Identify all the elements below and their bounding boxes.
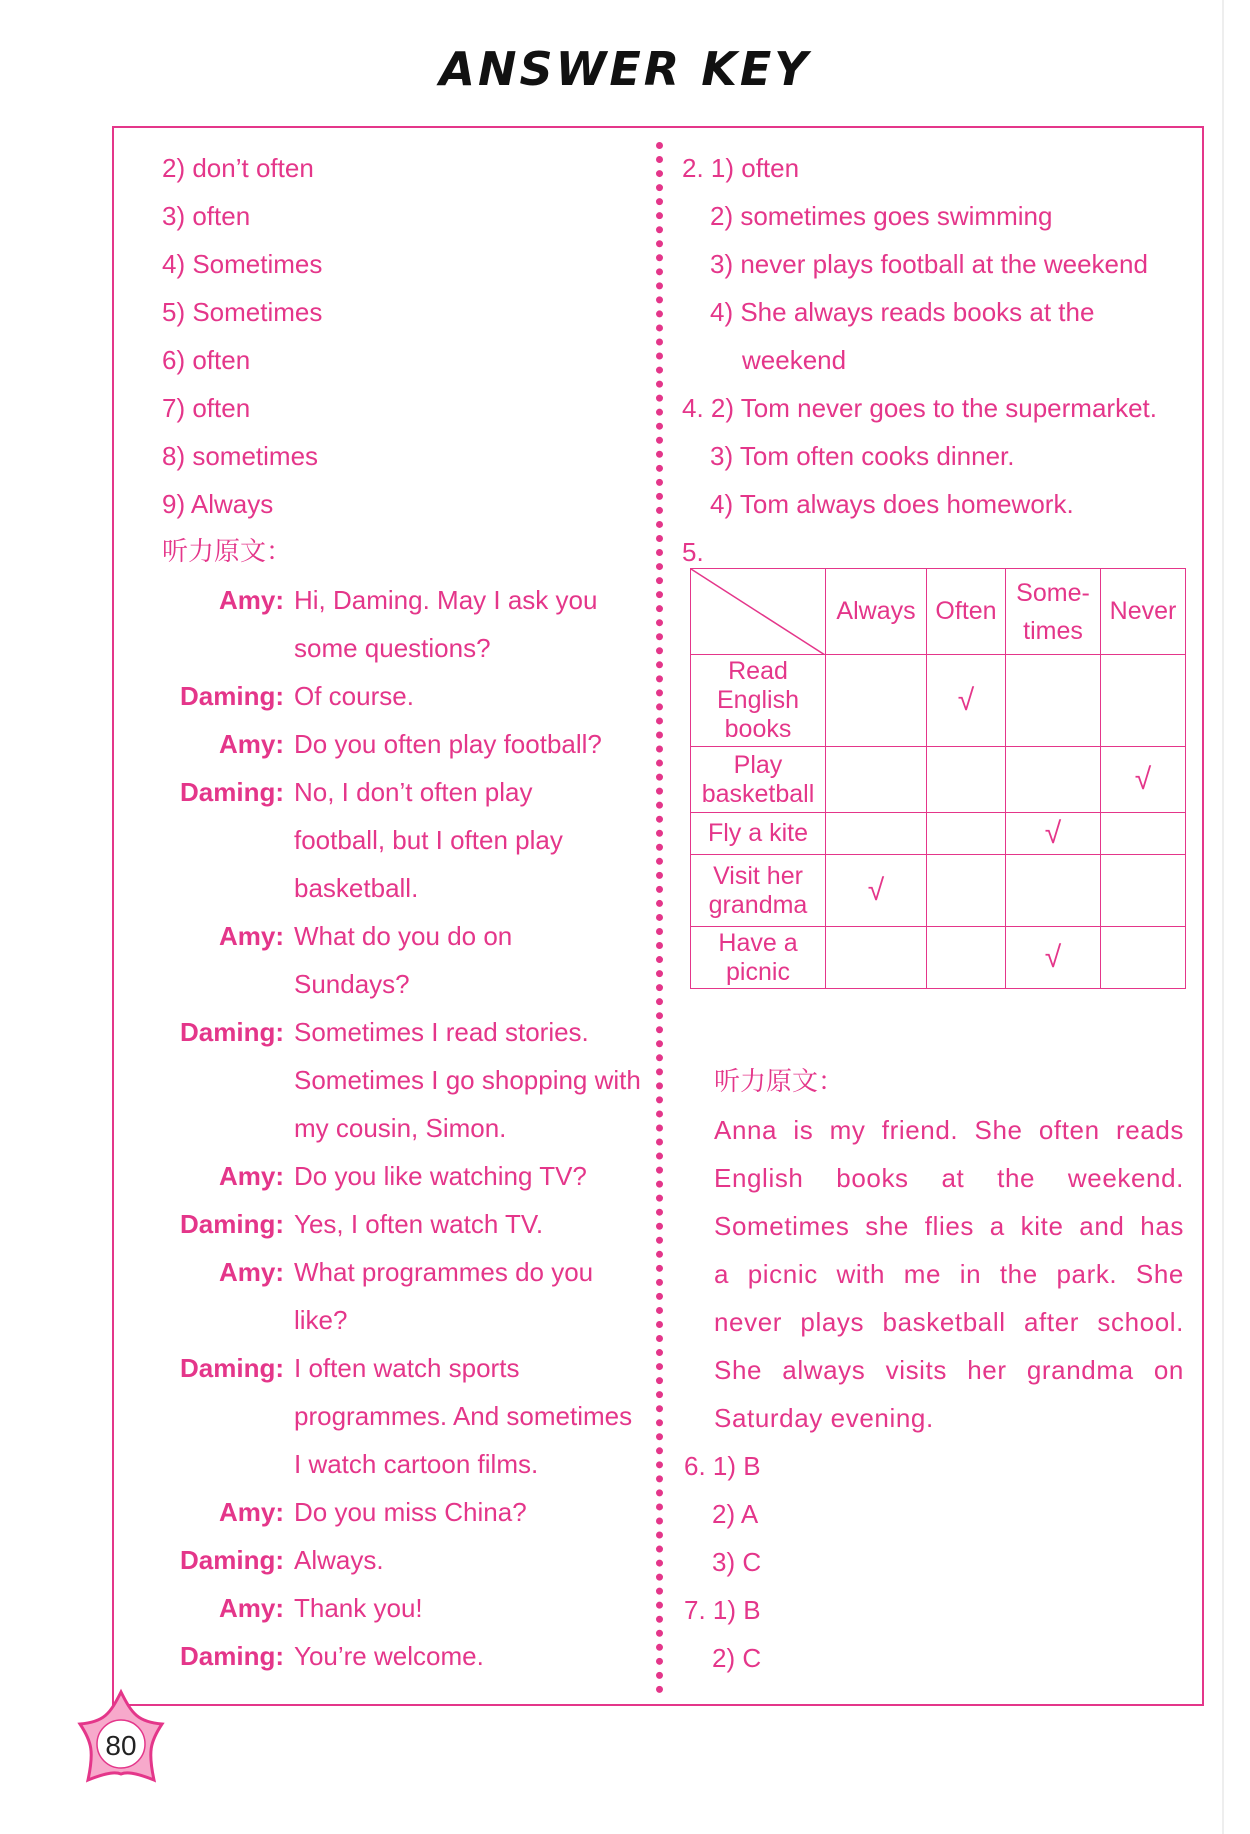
answer-line: 3) never plays football at the weekend	[710, 249, 1148, 279]
speaker-name: Amy:	[218, 1161, 284, 1191]
dialogue-line	[162, 576, 642, 624]
answer-line: 9) Always	[162, 489, 274, 519]
transcript-paragraph	[714, 1106, 1184, 1442]
dialogue-text: I often watch sports	[294, 1353, 520, 1383]
dialogue-text: Sometimes I go shopping with	[294, 1065, 641, 1095]
dialogue-line	[162, 1344, 642, 1392]
answer-line: 4) Sometimes	[162, 249, 323, 279]
dialogue-text: I watch cartoon films.	[294, 1449, 539, 1479]
tick-cell	[826, 655, 927, 747]
dialogue-line	[162, 912, 642, 960]
page-edge	[1222, 0, 1224, 1834]
dialogue-line	[162, 768, 642, 816]
dialogue-text: What do you do on	[294, 921, 513, 951]
column-header: Never	[1101, 569, 1186, 655]
dialogue-text: some questions?	[294, 633, 491, 663]
tick-cell	[1101, 855, 1186, 927]
tick-cell: √	[826, 855, 927, 927]
table-body	[691, 655, 1186, 989]
page-title: ANSWER KEY	[439, 42, 811, 96]
speaker-name: Amy:	[218, 585, 284, 615]
answer-line: 2) sometimes goes swimming	[710, 201, 1053, 231]
dialogue-line	[162, 672, 642, 720]
dialogue-line	[162, 1536, 642, 1584]
dialogue-text: football, but I often play	[294, 825, 563, 855]
speaker-name: Daming:	[180, 1641, 284, 1671]
tick-cell	[927, 813, 1006, 855]
transcript-line: She always visits her grandma on	[714, 1355, 1184, 1385]
transcript-line: English books at the weekend.	[714, 1163, 1184, 1193]
column-divider	[656, 142, 663, 1694]
answer-line: 2. 1) often	[682, 153, 800, 183]
tick-cell	[927, 855, 1006, 927]
speaker-name: Daming:	[180, 1209, 284, 1239]
answer-line: 7) often	[162, 393, 251, 423]
answer-line: 7. 1) B	[684, 1595, 761, 1625]
dialogue-line	[162, 1392, 642, 1440]
dialogue-text: Of course.	[294, 681, 414, 711]
dialogue	[162, 576, 642, 1680]
dialogue-text: Hi, Daming. May I ask you	[294, 585, 598, 615]
dialogue-line	[162, 1488, 642, 1536]
dialogue-line	[162, 864, 642, 912]
table-row	[691, 927, 1186, 989]
tick-cell	[927, 747, 1006, 813]
answer-line: 5) Sometimes	[162, 297, 323, 327]
dialogue-line	[162, 1632, 642, 1680]
transcript-line: Saturday evening.	[714, 1403, 934, 1433]
right-column	[682, 144, 1192, 576]
table-row	[691, 813, 1186, 855]
transcript-heading: 听力原文：	[162, 537, 293, 567]
dialogue-text: You’re welcome.	[294, 1641, 484, 1671]
table-corner-cell	[691, 569, 826, 655]
dialogue-text: What programmes do you	[294, 1257, 594, 1287]
speaker-name: Amy:	[218, 1593, 284, 1623]
dialogue-text: Always.	[294, 1545, 384, 1575]
table-row	[691, 747, 1186, 813]
answer-line: 4) She always reads books at the	[710, 297, 1095, 327]
dialogue-text: Sundays?	[294, 969, 410, 999]
dialogue-line	[162, 1008, 642, 1056]
speaker-name: Daming:	[180, 1353, 284, 1383]
transcript-heading: 听力原文：	[714, 1067, 845, 1097]
tick-cell	[1006, 655, 1101, 747]
dialogue-line	[162, 1440, 642, 1488]
dialogue-line	[162, 1248, 642, 1296]
column-header: Some- times	[1006, 569, 1101, 655]
table-row	[691, 655, 1186, 747]
speaker-name: Daming:	[180, 777, 284, 807]
tick-cell	[826, 927, 927, 989]
dialogue-text: Do you miss China?	[294, 1497, 527, 1527]
tick-cell: √	[1101, 747, 1186, 813]
tick-cell	[927, 927, 1006, 989]
tick-cell	[826, 813, 927, 855]
table-row	[691, 855, 1186, 927]
dialogue-line	[162, 1104, 642, 1152]
transcript-line: Sometimes she flies a kite and has	[714, 1211, 1184, 1241]
speaker-name: Amy:	[218, 1497, 284, 1527]
activity-cell: Have a picnic	[691, 927, 826, 989]
dialogue-line	[162, 1296, 642, 1344]
dialogue-line	[162, 960, 642, 1008]
answer-line: 3) C	[712, 1547, 762, 1577]
dialogue-line	[162, 720, 642, 768]
answer-line: 6. 1) B	[684, 1451, 761, 1481]
dialogue-text: Do you like watching TV?	[294, 1161, 587, 1191]
dialogue-text: Thank you!	[294, 1593, 423, 1623]
diagonal-line	[691, 569, 825, 655]
answer-line: 2) A	[712, 1499, 759, 1529]
answer-line: weekend	[742, 345, 847, 375]
activity-cell: Fly a kite	[691, 813, 826, 855]
page-number: 80	[105, 1730, 137, 1761]
speaker-name: Daming:	[180, 681, 284, 711]
tick-cell	[1101, 927, 1186, 989]
dialogue-text: Sometimes I read stories.	[294, 1017, 589, 1047]
tick-cell	[1006, 747, 1101, 813]
speaker-name: Amy:	[218, 729, 284, 759]
answer-line: 3) often	[162, 201, 251, 231]
activity-cell: Visit her grandma	[691, 855, 826, 927]
activity-cell: Read English books	[691, 655, 826, 747]
frequency-table	[690, 568, 1186, 989]
column-header: Always	[826, 569, 927, 655]
tick-cell: √	[1006, 927, 1101, 989]
dialogue-text: Yes, I often watch TV.	[294, 1209, 544, 1239]
table-header-row	[691, 569, 1186, 655]
dialogue-line	[162, 1584, 642, 1632]
answer-line: 2) don’t often	[162, 153, 314, 183]
dialogue-text: No, I don’t often play	[294, 777, 533, 807]
dialogue-text: basketball.	[294, 873, 419, 903]
tick-cell: √	[1006, 813, 1101, 855]
column-header: Often	[927, 569, 1006, 655]
transcript-line: Anna is my friend. She often reads	[714, 1115, 1184, 1145]
dialogue-line	[162, 1056, 642, 1104]
answer-line: 2) C	[712, 1643, 762, 1673]
transcript-line: never plays basketball after school.	[714, 1307, 1184, 1337]
tick-cell	[1101, 655, 1186, 747]
speaker-name: Daming:	[180, 1545, 284, 1575]
answer-line: 3) Tom often cooks dinner.	[710, 441, 1015, 471]
activity-cell: Play basketball	[691, 747, 826, 813]
tick-cell	[1101, 813, 1186, 855]
question-label: 5.	[682, 537, 704, 567]
answer-line: 6) often	[162, 345, 251, 375]
dialogue-text: Do you often play football?	[294, 729, 602, 759]
dialogue-text: programmes. And sometimes	[294, 1401, 633, 1431]
tick-cell	[1006, 855, 1101, 927]
dialogue-text: like?	[294, 1305, 348, 1335]
transcript-line: a picnic with me in the park. She	[714, 1259, 1184, 1289]
page-number-badge	[62, 1688, 180, 1800]
dialogue-line	[162, 816, 642, 864]
dialogue-line	[162, 1152, 642, 1200]
speaker-name: Amy:	[218, 921, 284, 951]
speaker-name: Amy:	[218, 1257, 284, 1287]
answer-line: 4) Tom always does homework.	[710, 489, 1074, 519]
dialogue-text: my cousin, Simon.	[294, 1113, 507, 1143]
answer-line: 4. 2) Tom never goes to the supermarket.	[682, 393, 1157, 423]
tick-cell	[826, 747, 927, 813]
q6-answers	[684, 1442, 984, 1682]
dialogue-line	[162, 1200, 642, 1248]
left-column	[162, 144, 642, 1680]
dialogue-line	[162, 624, 642, 672]
speaker-name: Daming:	[180, 1017, 284, 1047]
tick-cell: √	[927, 655, 1006, 747]
answer-line: 8) sometimes	[162, 441, 319, 471]
